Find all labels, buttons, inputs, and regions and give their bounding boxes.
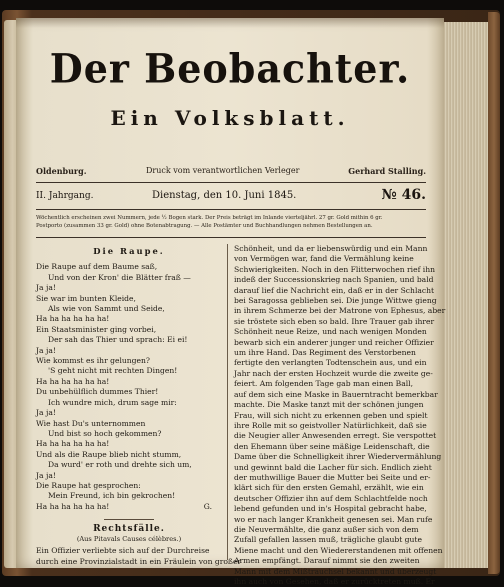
section-separator — [104, 519, 154, 520]
right-column — [234, 244, 446, 587]
volume: II. Jahrgang. — [36, 191, 94, 201]
rightcol-line: der muthwillige Bauer die Mutter bei Seite und er- — [234, 472, 431, 482]
rule-top — [36, 182, 426, 183]
rightcol-line: von Vermögen war, fand die Vermählung keine — [234, 254, 414, 264]
masthead-title: Der Beobachter. — [49, 44, 411, 93]
poem-line: Und von der Kron' die Blätter fraß — — [48, 272, 191, 282]
article-title: Rechtsfälle. — [93, 523, 165, 534]
article-line: durch eine Provinzialstadt in ein Fräulein von großer — [36, 556, 242, 566]
rightcol-line: die Neugier aller Anwesenden erregt. Sie verspottet — [234, 431, 437, 441]
rightcol-line: bei Saragossa geblieben sei. Die junge Wittwe gieng — [234, 296, 437, 306]
printer-note: Druck vom verantwortlichen Verleger — [146, 166, 300, 175]
poem-line: Mein Freund, ich bin gekrochen! — [48, 491, 176, 501]
rightcol-line: bewarb sich ein anderer junger und reicher Offizier — [234, 337, 434, 347]
poem-line: Und als die Raupe blieb nicht stumm, — [36, 449, 182, 459]
rightcol-line: darauf lief die Nachricht ein, daß er in der Schlacht — [234, 285, 435, 295]
place: Oldenburg. — [36, 166, 87, 176]
rightcol-line: um ihre Hand. Das Regiment des Verstorbenen — [234, 348, 416, 358]
page-shadow — [16, 18, 444, 28]
issue-date: Dienstag, den 10. Juni 1845. — [152, 190, 297, 201]
column-divider — [227, 244, 228, 560]
notice-line-1: Wöchentlich erscheinen zwei Nummern, jede ½ Bogen stark. Der Preis beträgt im Inlande vierteljährl. 27 gr. Gold mithin 6 gr. — [36, 215, 383, 221]
issue-line — [36, 188, 426, 208]
poem-title: Die Raupe. — [93, 246, 165, 256]
rightcol-line: Frau, will sich nicht zu erkennen geben und spielt — [234, 410, 428, 420]
poem-line: Ja ja! — [36, 408, 56, 418]
poem-signature: G. — [203, 502, 212, 512]
poem-line: 'S geht nicht mit rechten Dingen! — [48, 366, 178, 376]
poem-line: Und bist so hoch gekommen? — [48, 428, 162, 438]
rule-mid — [36, 209, 426, 210]
rule-bottom — [36, 237, 426, 238]
rightcol-line: ihre Rolle mit so geistvoller Natürlichkeit, daß sie — [234, 420, 427, 430]
rightcol-line: Armen empfängt. Darauf nimmt sie den zweiten — [234, 556, 420, 566]
rightcol-line: den Ehemann über seine mäßige Leidenschaft, die — [234, 441, 430, 451]
poem-line: Da wurd' er roth und drehte sich um, — [48, 460, 192, 470]
issue-number: № 46. — [381, 187, 426, 203]
rightcol-line: und gewinnt bald die Lacher für sich. Endlich zieht — [234, 462, 432, 472]
poem-line: Die Raupe hat gesprochen: — [36, 480, 141, 490]
notice-line-2: Postporto (zusammen 33 gr. Gold) ohne Botenabtragung. — Alle Postämter und Buchhandlungen nehmen Bestellungen an. — [36, 223, 373, 229]
rightcol-line: Schönheit neue Reize, und nach wenigen Monden — [234, 327, 427, 337]
poem-line: Der sah das Thier und sprach: Ei ei! — [48, 335, 188, 345]
rightcol-line: Schönheit, und da er liebenswürdig und ein Mann — [234, 244, 428, 253]
page-stack-edge — [442, 22, 492, 568]
rightcol-line: fertigte den verlangten Todtenschein aus, und ein — [234, 358, 427, 368]
rightcol-line: Mann mit dem Mißtrauchsel bekannt und überzeugt — [234, 566, 437, 576]
rightcol-line: indeß der Successionskrieg nach Spanien, und bald — [234, 275, 434, 285]
rightcol-line: feiert. Am folgenden Tage gab man einen Ball, — [234, 379, 414, 389]
rightcol-line: die Neuvermählte, die ganz außer sich von dem — [234, 524, 419, 534]
poem-line: Ja ja! — [36, 345, 56, 355]
rightcol-line: deutscher Offizier ihn auf dem Schlachtfelde noch — [234, 493, 428, 503]
article-line: Ein Offizier verliebte sich auf der Durchreise — [36, 546, 210, 556]
rightcol-line: Zufall gefallen lassen muß, trägliche glaubt gute — [234, 535, 422, 545]
masthead-subtitle: Ein Volksblatt. — [110, 106, 350, 130]
rightcol-line: sie tröstete sich eben so bald. Ihre Trauer gab ihrer — [234, 316, 435, 326]
subscription-notice — [36, 214, 426, 230]
poem-line: Ja ja! — [36, 470, 56, 480]
publisher-name: Gerhard Stalling. — [348, 166, 426, 176]
rightcol-line: in ihrem Schmerze bei der Matrone von Ephesus, aber — [234, 306, 446, 316]
poem-line: Ja ja! — [36, 283, 56, 293]
rightcol-line: ihn auch von Gesehen, daß er zurücktreten muß. Er — [234, 577, 435, 586]
poem-line: Sie war im bunten Kleide, — [36, 293, 136, 303]
article-source: (Aus Pitavals Causes célèbres.) — [76, 534, 182, 543]
poem-line: Ein Staatsminister ging vorbei, — [36, 324, 157, 334]
poem-line: Du unbehülflich dummes Thier! — [36, 387, 159, 397]
rightcol-line: auf dem sich eine Maske in Bauerntracht bemerkbar — [234, 389, 438, 399]
rightcol-line: Miene macht und den Wiedererstandenen mit offenen — [234, 545, 443, 555]
poem-line: Als wie von Sammt und Seide, — [48, 304, 165, 314]
rightcol-line: lebend gefunden und in's Hospital gebracht habe, — [234, 504, 427, 514]
poem-line: Ha ha ha ha ha ha! — [36, 376, 110, 386]
rightcol-line: Schwierigkeiten. Noch in den Flitterwochen rief ihn — [234, 264, 435, 274]
poem-body — [36, 262, 222, 512]
poem-line: Ha ha ha ha ha ha! — [36, 439, 110, 449]
right-cover-edge — [488, 12, 500, 574]
poem-line: Ha ha ha ha ha ha! — [36, 501, 110, 511]
poem-line: Ha ha ha ha ha ha! — [36, 314, 110, 324]
rightcol-line: Jahr nach der ersten Hochzeit wurde die zweite ge- — [234, 368, 433, 378]
poem-line: Ich wundre mich, drum sage mir: — [48, 397, 177, 407]
rightcol-line: Dame über die Schnelligkeit ihrer Wiedervermählung — [234, 452, 442, 462]
rightcol-line: wo er nach langer Krankheit genesen sei. Man rufe — [234, 514, 433, 524]
left-column — [36, 244, 242, 567]
poem-line: Wie kommst es ihr gelungen? — [36, 356, 150, 366]
rightcol-line: machte. Die Maske tanzt mit der schönen jungen — [234, 400, 424, 410]
article-body — [36, 546, 242, 567]
newspaper-page — [16, 18, 446, 586]
poem-line: Wie hast Du's unternommen — [36, 418, 146, 428]
rightcol-line: klärt sich für den ersten Gemahl, erzählt, wie ein — [234, 483, 424, 493]
poem-line: Die Raupe auf dem Baume saß, — [36, 262, 158, 272]
